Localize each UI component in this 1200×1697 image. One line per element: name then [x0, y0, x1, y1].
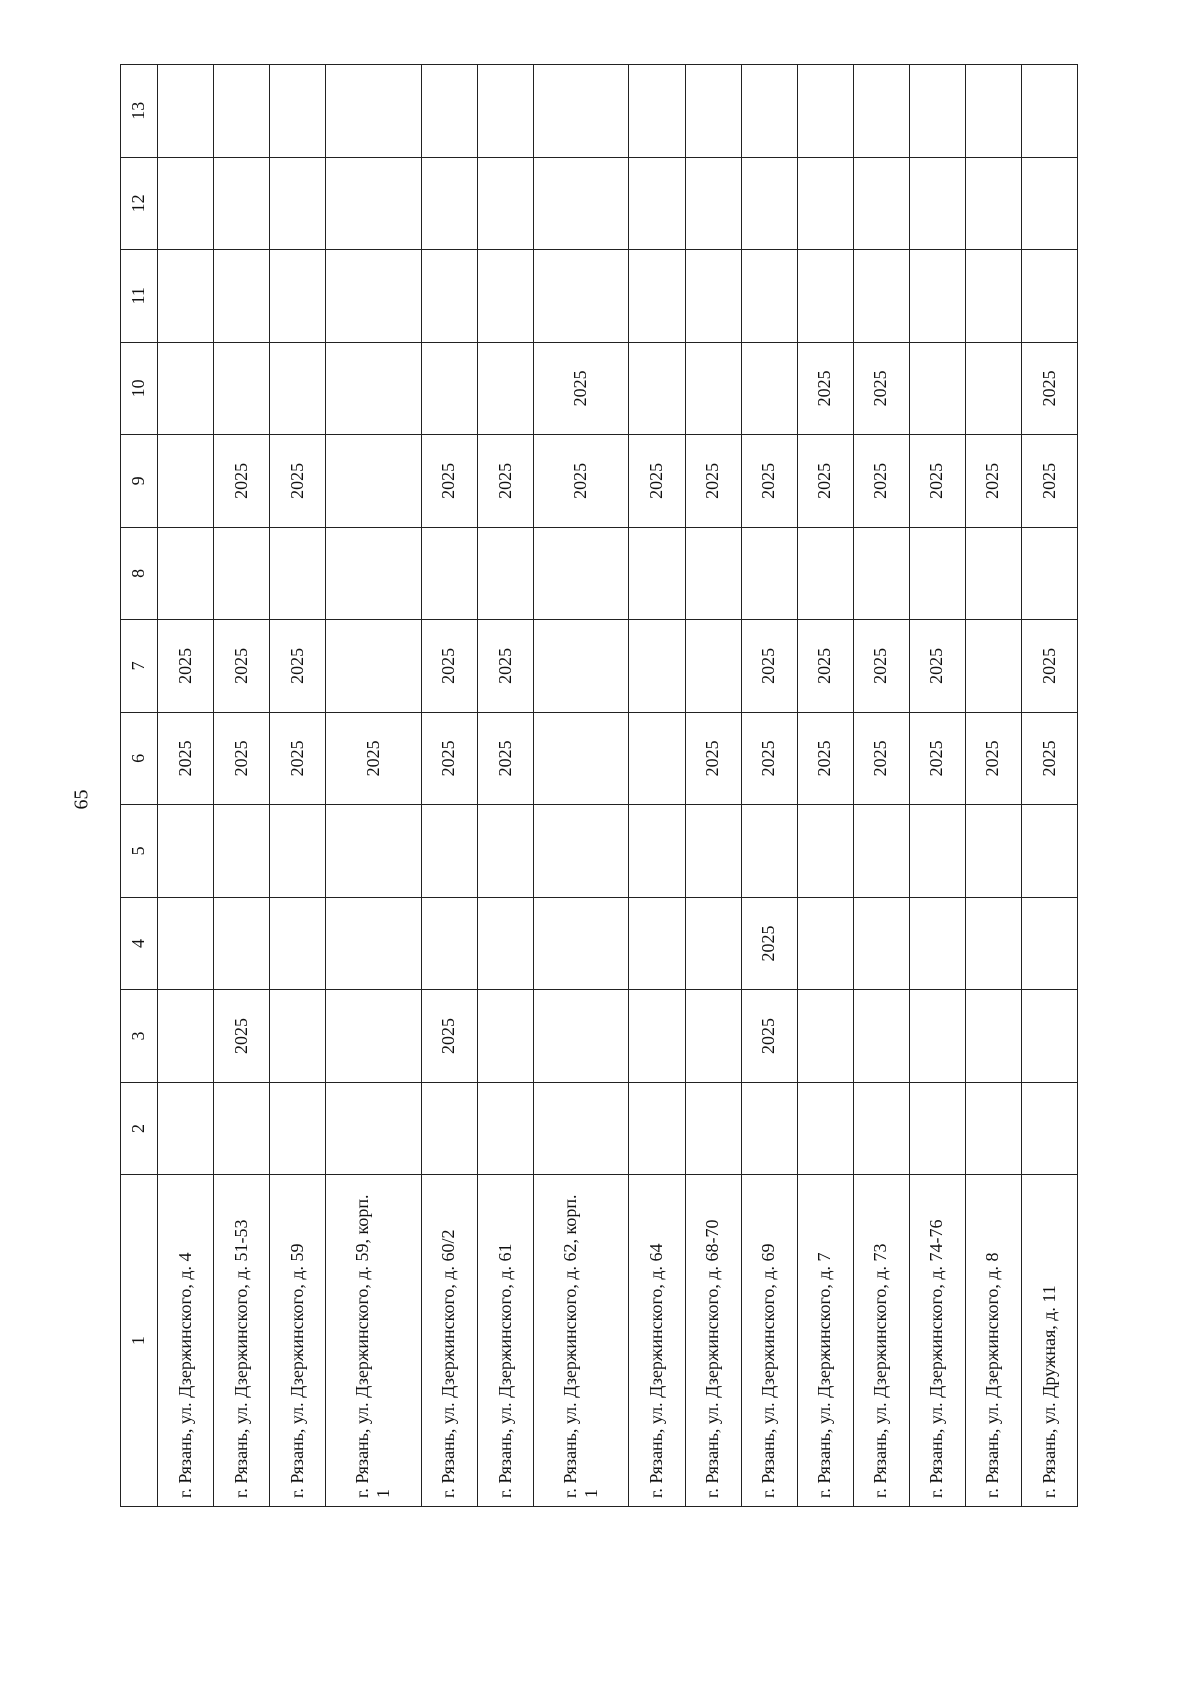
value-cell [214, 250, 270, 343]
value-cell: 2025 [853, 435, 909, 528]
column-header-8: 8 [121, 527, 158, 620]
value-cell [909, 805, 965, 898]
value-cell [477, 1082, 533, 1175]
value-cell [685, 342, 741, 435]
table-row [326, 65, 422, 1507]
column-header-7: 7 [121, 620, 158, 713]
value-cell: 2025 [629, 435, 685, 528]
value-cell [1021, 805, 1077, 898]
column-header-3: 3 [121, 990, 158, 1083]
value-cell [853, 65, 909, 158]
value-cell [158, 1082, 214, 1175]
address-cell: г. Рязань, ул. Дзержинского, д. 59, корп. 1 [326, 1175, 422, 1507]
value-cell [797, 897, 853, 990]
value-cell [965, 65, 1021, 158]
value-cell [421, 65, 477, 158]
value-cell: 2025 [741, 897, 797, 990]
value-cell [477, 157, 533, 250]
value-cell [629, 65, 685, 158]
value-cell [685, 65, 741, 158]
value-cell [533, 805, 629, 898]
value-cell: 2025 [1021, 620, 1077, 713]
value-cell [214, 342, 270, 435]
table-row [797, 65, 853, 1507]
value-cell [326, 620, 422, 713]
value-cell: 2025 [909, 620, 965, 713]
value-cell [1021, 157, 1077, 250]
value-cell [270, 990, 326, 1083]
value-cell [909, 527, 965, 620]
value-cell [326, 805, 422, 898]
value-cell [853, 157, 909, 250]
value-cell [741, 250, 797, 343]
value-cell: 2025 [909, 435, 965, 528]
table-row [685, 65, 741, 1507]
value-cell [1021, 990, 1077, 1083]
value-cell: 2025 [270, 435, 326, 528]
value-cell [421, 1082, 477, 1175]
column-header-13: 13 [121, 65, 158, 158]
value-cell [685, 527, 741, 620]
value-cell [158, 805, 214, 898]
value-cell: 2025 [741, 712, 797, 805]
value-cell [477, 250, 533, 343]
value-cell: 2025 [965, 712, 1021, 805]
value-cell: 2025 [421, 712, 477, 805]
address-cell: г. Рязань, ул. Дзержинского, д. 59 [270, 1175, 326, 1507]
column-header-1: 1 [121, 1175, 158, 1507]
value-cell [629, 990, 685, 1083]
value-cell [853, 527, 909, 620]
value-cell [797, 250, 853, 343]
table-row [158, 65, 214, 1507]
value-cell: 2025 [1021, 712, 1077, 805]
value-cell [965, 250, 1021, 343]
column-header-4: 4 [121, 897, 158, 990]
value-cell [797, 65, 853, 158]
value-cell [421, 897, 477, 990]
value-cell [965, 1082, 1021, 1175]
value-cell: 2025 [909, 712, 965, 805]
value-cell: 2025 [421, 620, 477, 713]
column-header-11: 11 [121, 250, 158, 343]
value-cell [685, 805, 741, 898]
value-cell [477, 342, 533, 435]
value-cell [326, 342, 422, 435]
value-cell: 2025 [797, 712, 853, 805]
value-cell: 2025 [214, 620, 270, 713]
value-cell: 2025 [477, 712, 533, 805]
value-cell [477, 897, 533, 990]
value-cell [533, 990, 629, 1083]
table-row [421, 65, 477, 1507]
value-cell: 2025 [1021, 435, 1077, 528]
table-row [214, 65, 270, 1507]
value-cell [797, 1082, 853, 1175]
value-cell [909, 990, 965, 1083]
value-cell [158, 435, 214, 528]
value-cell [685, 157, 741, 250]
value-cell [326, 250, 422, 343]
table-row [270, 65, 326, 1507]
table-row [629, 65, 685, 1507]
value-cell: 2025 [477, 435, 533, 528]
value-cell [1021, 1082, 1077, 1175]
table-header-row [121, 65, 158, 1507]
value-cell [853, 1082, 909, 1175]
value-cell [629, 527, 685, 620]
value-cell [853, 897, 909, 990]
value-cell [270, 65, 326, 158]
value-cell [158, 990, 214, 1083]
value-cell: 2025 [477, 620, 533, 713]
value-cell: 2025 [214, 990, 270, 1083]
value-cell [909, 157, 965, 250]
value-cell: 2025 [421, 990, 477, 1083]
address-cell: г. Рязань, ул. Дзержинского, д. 60/2 [421, 1175, 477, 1507]
value-cell [270, 342, 326, 435]
value-cell [158, 342, 214, 435]
value-cell: 2025 [797, 620, 853, 713]
value-cell [965, 805, 1021, 898]
value-cell [1021, 250, 1077, 343]
value-cell: 2025 [685, 435, 741, 528]
value-cell [965, 157, 1021, 250]
value-cell [629, 342, 685, 435]
value-cell [270, 527, 326, 620]
value-cell [965, 342, 1021, 435]
value-cell [853, 805, 909, 898]
value-cell: 2025 [158, 712, 214, 805]
column-header-6: 6 [121, 712, 158, 805]
value-cell [421, 527, 477, 620]
value-cell: 2025 [270, 712, 326, 805]
table-row [477, 65, 533, 1507]
value-cell: 2025 [853, 712, 909, 805]
value-cell [158, 897, 214, 990]
value-cell [741, 65, 797, 158]
value-cell: 2025 [853, 342, 909, 435]
value-cell: 2025 [533, 435, 629, 528]
value-cell [965, 527, 1021, 620]
table-body [158, 65, 1078, 1507]
value-cell: 2025 [533, 342, 629, 435]
value-cell [629, 157, 685, 250]
address-cell: г. Рязань, ул. Дзержинского, д. 7 [797, 1175, 853, 1507]
value-cell: 2025 [741, 990, 797, 1083]
value-cell [797, 157, 853, 250]
value-cell [741, 805, 797, 898]
address-cell: г. Рязань, ул. Дзержинского, д. 4 [158, 1175, 214, 1507]
value-cell [214, 527, 270, 620]
value-cell [533, 620, 629, 713]
value-cell: 2025 [685, 712, 741, 805]
table-row [741, 65, 797, 1507]
value-cell: 2025 [797, 435, 853, 528]
value-cell [965, 620, 1021, 713]
table-row [533, 65, 629, 1507]
address-cell: г. Рязань, ул. Дзержинского, д. 8 [965, 1175, 1021, 1507]
value-cell: 2025 [158, 620, 214, 713]
rotated-table-container [120, 64, 1078, 1507]
address-cell: г. Рязань, ул. Дзержинского, д. 64 [629, 1175, 685, 1507]
value-cell [533, 1082, 629, 1175]
value-cell [1021, 65, 1077, 158]
value-cell [909, 897, 965, 990]
value-cell: 2025 [326, 712, 422, 805]
value-cell [533, 157, 629, 250]
address-cell: г. Рязань, ул. Дзержинского, д. 61 [477, 1175, 533, 1507]
value-cell [421, 250, 477, 343]
value-cell [533, 65, 629, 158]
value-cell [421, 342, 477, 435]
value-cell [741, 157, 797, 250]
value-cell [909, 342, 965, 435]
value-cell: 2025 [741, 620, 797, 713]
value-cell [533, 250, 629, 343]
value-cell [421, 805, 477, 898]
value-cell [270, 157, 326, 250]
value-cell [533, 527, 629, 620]
value-cell [533, 897, 629, 990]
table-row [1021, 65, 1077, 1507]
value-cell [1021, 527, 1077, 620]
value-cell [853, 990, 909, 1083]
value-cell [685, 1082, 741, 1175]
page-number: 65 [70, 789, 93, 810]
value-cell [629, 1082, 685, 1175]
value-cell: 2025 [741, 435, 797, 528]
value-cell [270, 805, 326, 898]
value-cell [158, 157, 214, 250]
address-cell: г. Рязань, ул. Дзержинского, д. 68-70 [685, 1175, 741, 1507]
address-cell: г. Рязань, ул. Дзержинского, д. 73 [853, 1175, 909, 1507]
table-row [853, 65, 909, 1507]
value-cell: 2025 [965, 435, 1021, 528]
value-cell [477, 65, 533, 158]
address-cell: г. Рязань, ул. Дзержинского, д. 74-76 [909, 1175, 965, 1507]
value-cell [477, 990, 533, 1083]
value-cell [685, 897, 741, 990]
column-header-5: 5 [121, 805, 158, 898]
value-cell [1021, 897, 1077, 990]
value-cell [741, 527, 797, 620]
value-cell [214, 1082, 270, 1175]
value-cell [797, 990, 853, 1083]
address-cell: г. Рязань, ул. Дзержинского, д. 62, корп. 1 [533, 1175, 629, 1507]
column-header-9: 9 [121, 435, 158, 528]
value-cell [685, 620, 741, 713]
value-cell [421, 157, 477, 250]
value-cell [477, 805, 533, 898]
address-cell: г. Рязань, ул. Дзержинского, д. 51-53 [214, 1175, 270, 1507]
value-cell [965, 897, 1021, 990]
value-cell [326, 65, 422, 158]
value-cell [685, 990, 741, 1083]
value-cell [326, 1082, 422, 1175]
value-cell [477, 527, 533, 620]
value-cell [214, 157, 270, 250]
value-cell [741, 342, 797, 435]
column-header-10: 10 [121, 342, 158, 435]
value-cell [685, 250, 741, 343]
value-cell: 2025 [214, 712, 270, 805]
value-cell [965, 990, 1021, 1083]
value-cell [214, 805, 270, 898]
value-cell [533, 712, 629, 805]
value-cell [270, 250, 326, 343]
value-cell [270, 897, 326, 990]
value-cell: 2025 [853, 620, 909, 713]
value-cell [326, 157, 422, 250]
address-cell: г. Рязань, ул. Дружная, д. 11 [1021, 1175, 1077, 1507]
value-cell [909, 65, 965, 158]
value-cell: 2025 [1021, 342, 1077, 435]
value-cell [797, 527, 853, 620]
value-cell [629, 897, 685, 990]
value-cell [326, 990, 422, 1083]
value-cell: 2025 [270, 620, 326, 713]
value-cell [797, 805, 853, 898]
table-row [965, 65, 1021, 1507]
value-cell [326, 435, 422, 528]
value-cell [158, 250, 214, 343]
value-cell [741, 1082, 797, 1175]
value-cell [629, 250, 685, 343]
value-cell [158, 527, 214, 620]
table-row [909, 65, 965, 1507]
value-cell [629, 805, 685, 898]
value-cell [326, 527, 422, 620]
value-cell [214, 65, 270, 158]
repair-schedule-table [120, 64, 1078, 1507]
value-cell [270, 1082, 326, 1175]
address-cell: г. Рязань, ул. Дзержинского, д. 69 [741, 1175, 797, 1507]
value-cell: 2025 [421, 435, 477, 528]
value-cell [629, 620, 685, 713]
value-cell [909, 1082, 965, 1175]
value-cell: 2025 [797, 342, 853, 435]
value-cell [326, 897, 422, 990]
value-cell [853, 250, 909, 343]
column-header-12: 12 [121, 157, 158, 250]
value-cell [214, 897, 270, 990]
value-cell: 2025 [214, 435, 270, 528]
value-cell [629, 712, 685, 805]
value-cell [909, 250, 965, 343]
value-cell [158, 65, 214, 158]
column-header-2: 2 [121, 1082, 158, 1175]
